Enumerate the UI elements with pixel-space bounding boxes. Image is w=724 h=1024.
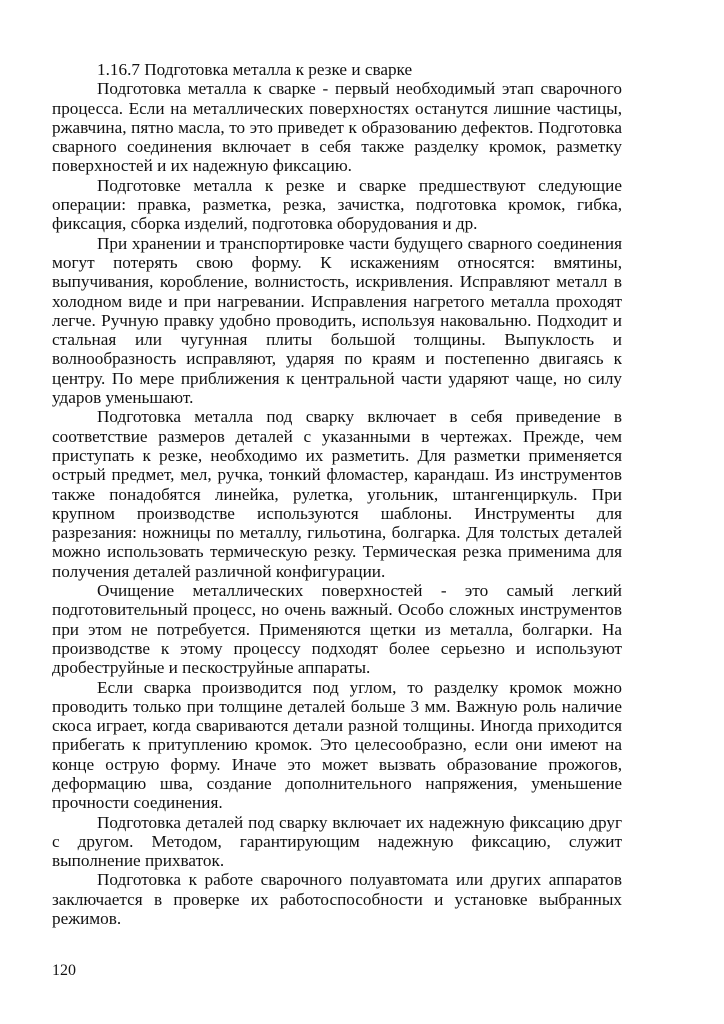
paragraph: Подготовка деталей под сварку включает их надежную фиксацию друг с другом. Методом, гарантирующим надежную фиксацию, служит выполнение прихваток. (52, 812, 622, 871)
page-number: 120 (52, 962, 76, 979)
paragraph: Подготовка металла к сварке - первый необходимый этап сварочного процесса. Если на металлических поверхностях останутся лишние частицы, ржавчина, пятно масла, то это приведет к образованию дефектов. Подготовка сварного соединения включает в себя также разделку кромок, разметку поверхностей и их надежную фиксацию. (52, 79, 622, 176)
paragraph: Если сварка производится под углом, то разделку кромок можно проводить только при толщине деталей больше 3 мм. Важную роль наличие скоса играет, когда свариваются детали разной толщины. Иногда приходится прибегать к притуплению кромок. Это целесообразно, если они имеют на конце острую форму. Иначе это может вызвать образование прожогов, деформацию шва, создание дополнительного напряжения, уменьшение прочности соединения. (52, 677, 622, 813)
page-content (52, 60, 622, 928)
section-heading: 1.16.7 Подготовка металла к резке и сварке (97, 60, 413, 79)
paragraph: Подготовка к работе сварочного полуавтомата или других аппаратов заключается в проверке их работоспособности и установке выбранных режимов. (52, 870, 622, 929)
paragraph: Подготовке металла к резке и сварке предшествуют следующие операции: правка, разметка, резка, зачистка, подготовка кромок, гибка, фиксация, сборка изделий, подготовка оборудования и др. (52, 175, 622, 234)
paragraph: Очищение металлических поверхностей - это самый легкий подготовительный процесс, но очень важный. Особо сложных инструментов при этом не потребуется. Применяются щетки из металла, болгарки. На производстве к этому процессу подходят более серьезно и используют дробеструйные и пескоструйные аппараты. (52, 581, 622, 678)
paragraph: Подготовка металла под сварку включает в себя приведение в соответствие размеров деталей с указанными в чертежах. Прежде, чем приступать к резке, необходимо их разметить. Для разметки применяется острый предмет, мел, ручка, тонкий фломастер, карандаш. Из инструментов также понадобятся линейка, рулетка, угольник, штангенциркуль. При крупном производстве используются шаблоны. Инструменты для разрезания: ножницы по металлу, гильотина, болгарка. Для толстых деталей можно использовать термическую резку. Термическая резка применима для получения деталей различной конфигурации. (52, 407, 622, 581)
paragraph: При хранении и транспортировке части будущего сварного соединения могут потерять свою форму. К искажениям относятся: вмятины, выпучивания, коробление, волнистость, искривления. Исправляют металл в холодном виде и при нагревании. Исправления нагретого металла проходят легче. Ручную правку удобно проводить, используя наковальню. Подходит и стальная или чугунная плиты большой толщины. Выпуклость и волнообразность исправляют, ударяя по краям и постепенно двигаясь к центру. По мере приближения к центральной части ударяют чаще, но силу ударов уменьшают. (52, 233, 622, 408)
